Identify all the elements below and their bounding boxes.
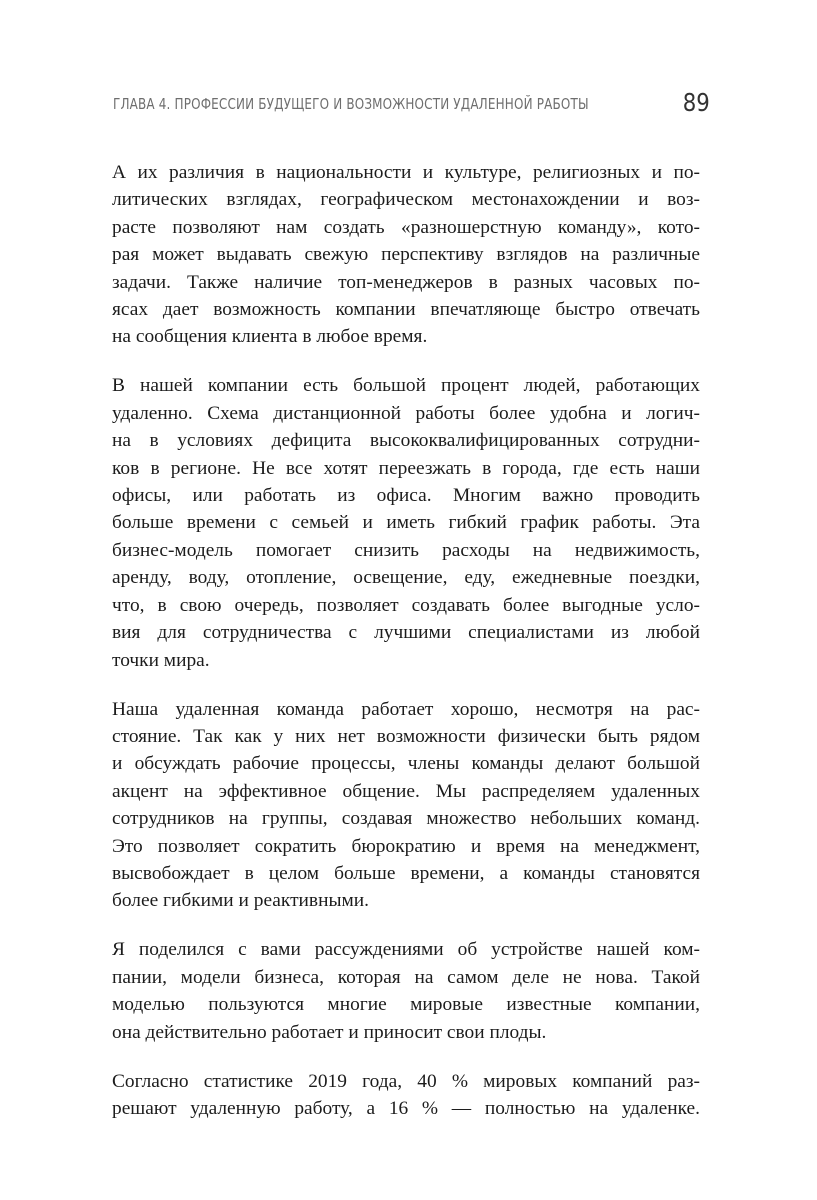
text-line: пании, модели бизнеса, которая на самом деле не нова. Такой <box>112 966 700 988</box>
text-line: расте позволяют нам создать «разношерстную команду», кото- <box>112 216 700 238</box>
text-line: Наша удаленная команда работает хорошо, несмотря на рас- <box>112 698 700 720</box>
text-line: высвобождает в целом больше времени, а команды становятся <box>112 862 700 884</box>
text-line: удаленно. Схема дистанционной работы более удобна и логич- <box>112 402 700 424</box>
text-line: что, в свою очередь, позволяет создавать более выгодные усло- <box>112 594 700 616</box>
text-line: ков в регионе. Не все хотят переезжать в города, где есть наши <box>112 457 700 479</box>
text-line: бизнес-модель помогает снизить расходы на недвижимость, <box>112 539 700 561</box>
text-line: и обсуждать рабочие процессы, члены команды делают большой <box>112 753 700 775</box>
text-line: на сообщения клиента в любое время. <box>112 326 428 348</box>
paragraph <box>112 936 700 1046</box>
paragraph <box>112 696 700 915</box>
text-line: ясах дает возможность компании впечатляюще быстро отвечать <box>112 299 700 321</box>
text-line: моделью пользуются многие мировые известные компании, <box>112 994 700 1016</box>
page-number: 89 <box>682 88 710 117</box>
text-line: она действительно работает и приносит свои плоды. <box>112 1021 547 1043</box>
paragraph <box>112 1068 700 1123</box>
text-line: задачи. Также наличие топ-менеджеров в разных часовых по- <box>112 271 700 293</box>
text-line: акцент на эффективное общение. Мы распределяем удаленных <box>112 780 700 802</box>
text-line: стояние. Так как у них нет возможности физически быть рядом <box>112 725 700 747</box>
text-line: А их различия в национальности и культуре, религиозных и по- <box>112 162 700 183</box>
text-line: литических взглядах, географическом местонахождении и воз- <box>112 189 700 211</box>
text-line: больше времени с семьей и иметь гибкий график работы. Эта <box>112 512 700 534</box>
text-line: офисы, или работать из офиса. Многим важно проводить <box>112 485 700 507</box>
text-line: Я поделился с вами рассуждениями об устройстве нашей ком- <box>112 939 700 961</box>
text-line: рая может выдавать свежую перспективу взглядов на различные <box>112 244 700 266</box>
text-line: аренду, воду, отопление, освещение, еду, ежедневные поездки, <box>112 567 700 589</box>
text-line: Это позволяет сократить бюрократию и время на менеджмент, <box>112 835 700 857</box>
paragraph <box>112 159 700 351</box>
running-head <box>113 86 713 126</box>
text-line: на в условиях дефицита высококвалифицированных сотрудни- <box>112 430 700 452</box>
text-line: В нашей компании есть большой процент людей, работающих <box>112 375 700 397</box>
text-line: вия для сотрудничества с лучшими специалистами из любой <box>112 622 700 644</box>
text-line: более гибкими и реактивными. <box>112 890 369 912</box>
text-line: сотрудников на группы, создавая множество небольших команд. <box>112 808 700 830</box>
paragraph <box>112 372 700 673</box>
text-line: Согласно статистике 2019 года, 40 % мировых компаний раз- <box>112 1070 700 1092</box>
text-line: точки мира. <box>112 649 210 671</box>
text-line: решают удаленную работу, а 16 % — полностью на удаленке. <box>112 1097 700 1119</box>
chapter-title: ГЛАВА 4. ПРОФЕССИИ БУДУЩЕГО И ВОЗМОЖНОСТИ УДАЛЕННОЙ РАБОТЫ <box>113 95 589 113</box>
body-text <box>112 159 700 1144</box>
